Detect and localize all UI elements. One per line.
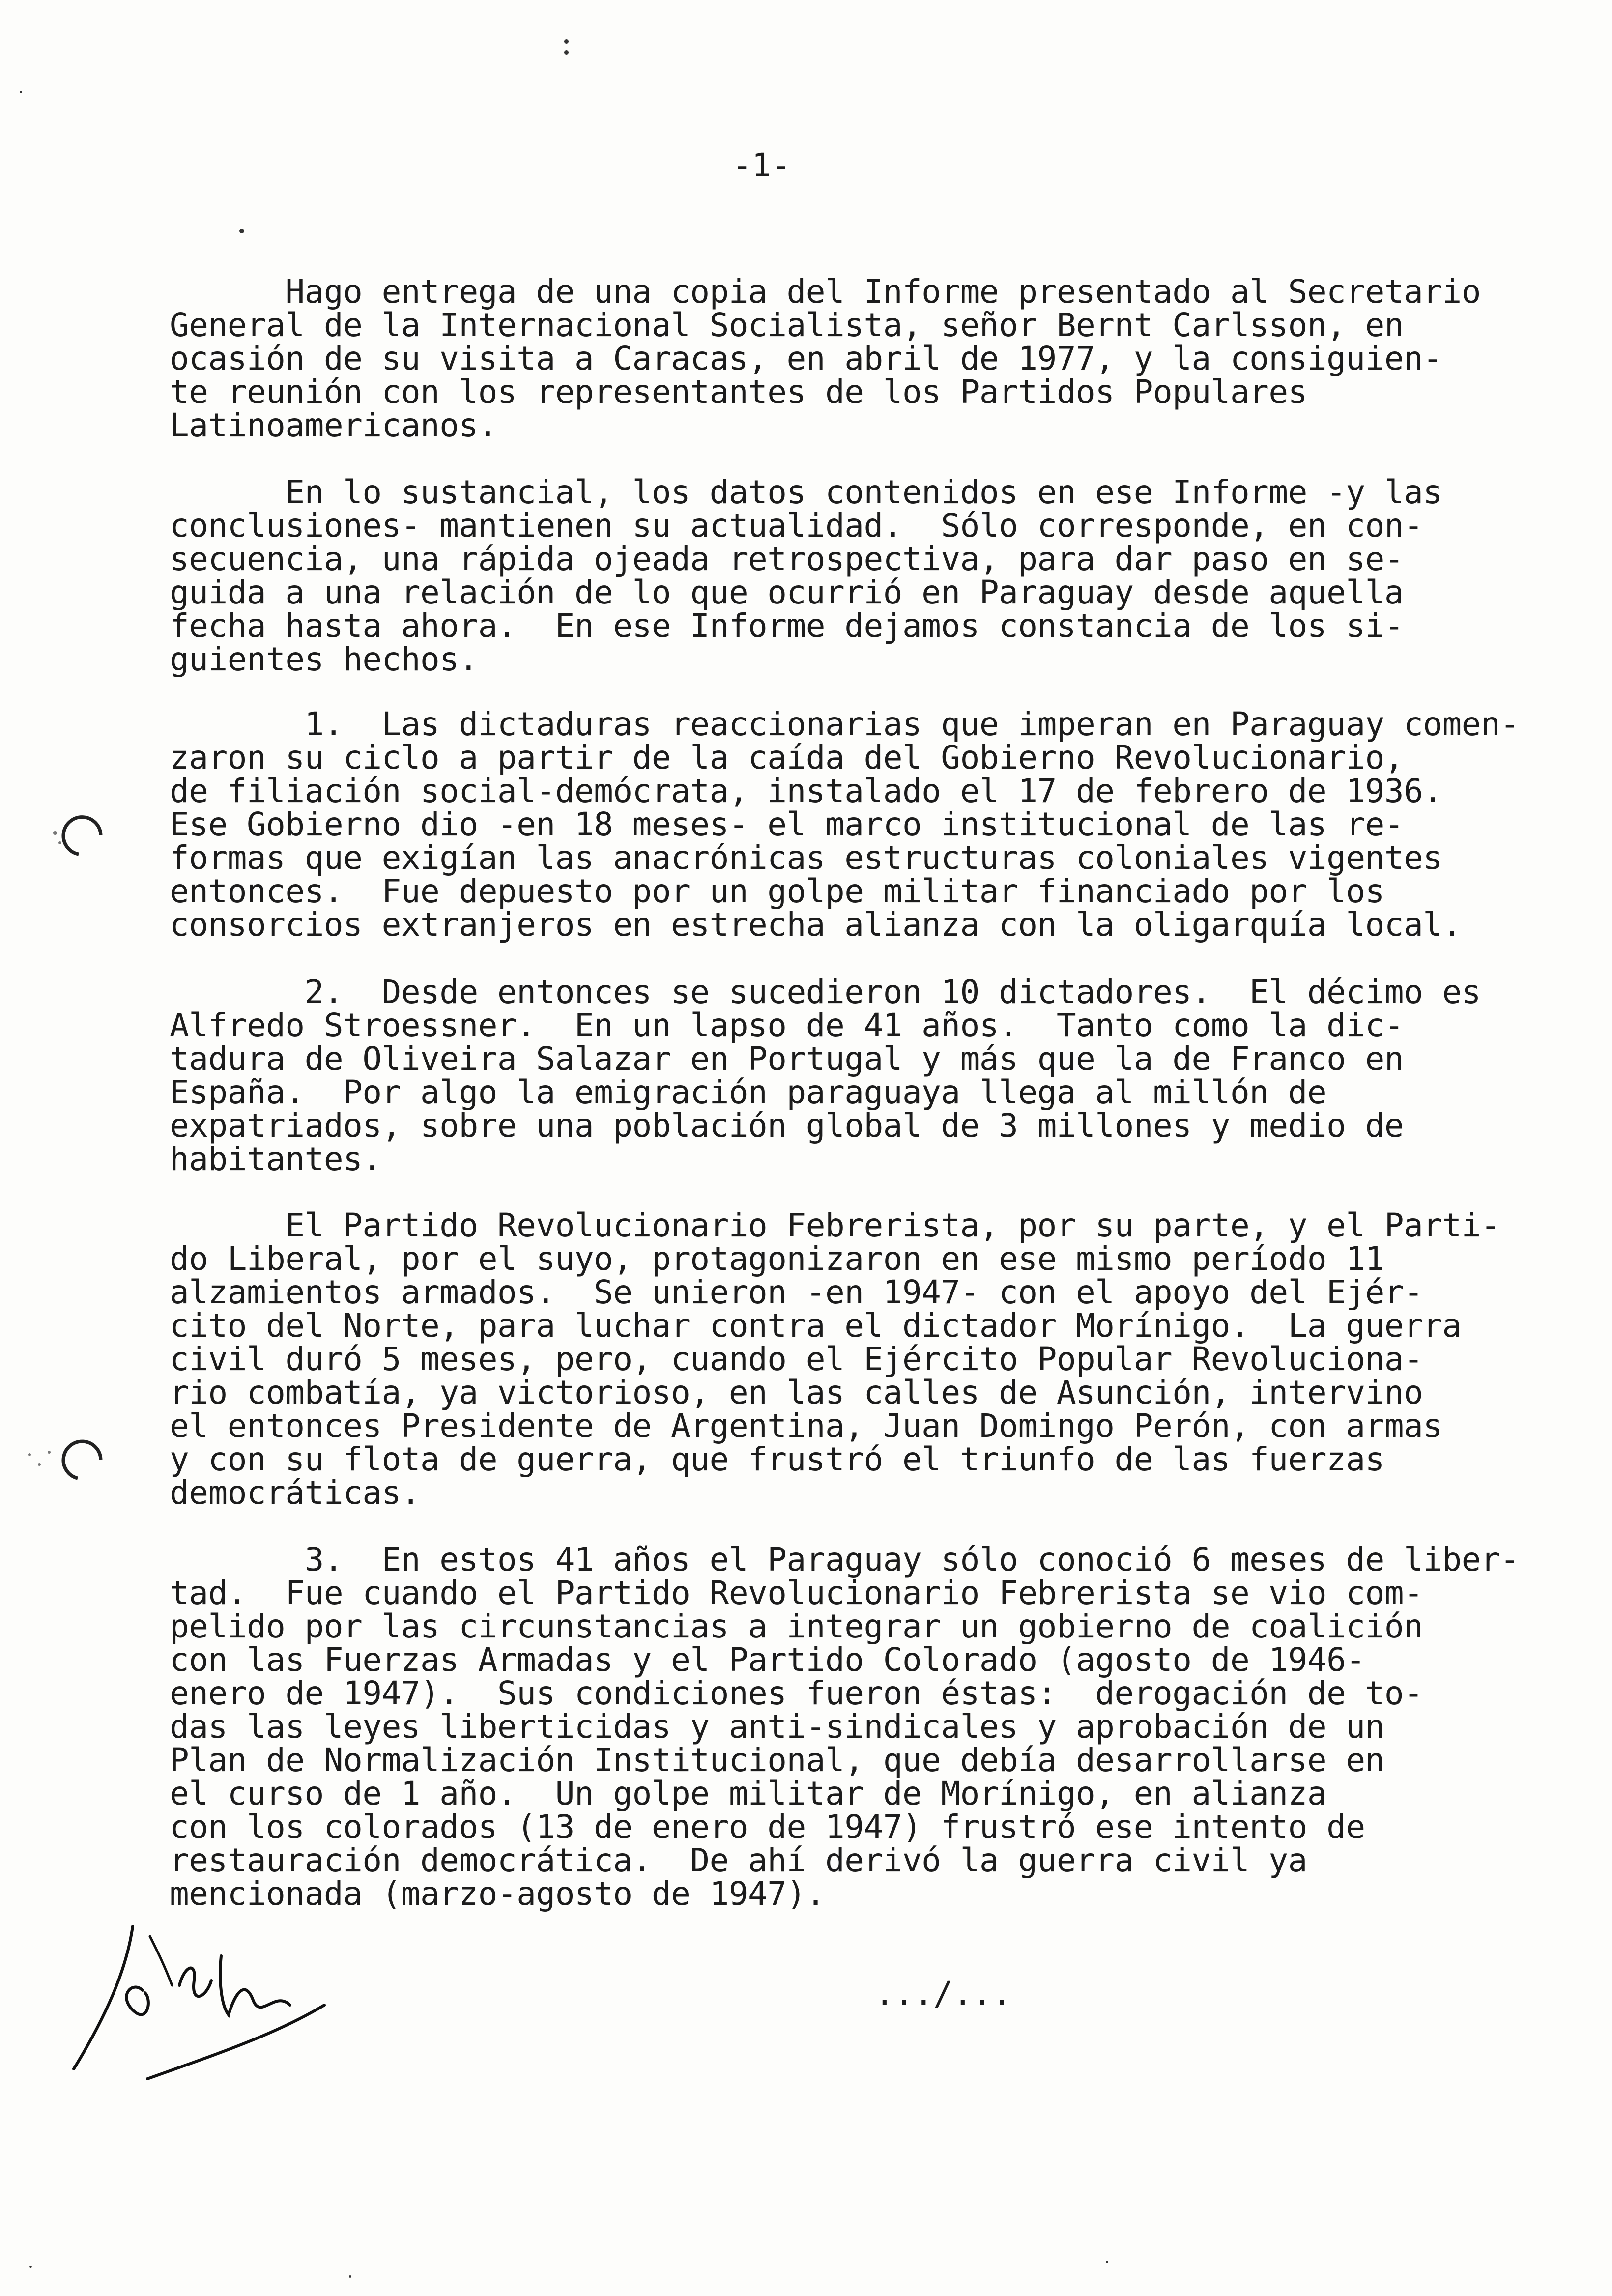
punch-hole-mark xyxy=(20,1425,108,1484)
paragraph-point-3: 3. En estos 41 años el Paraguay sólo conoció 6 meses de liber- tad. Fue cuando el Partido Revolucionario Febrerista se vio com- pelido por las circunstancias a integrar un gobierno de coalición con las Fuerzas Armadas y el Partido Colorado (agosto de 1946- enero de 1947). Sus condiciones fueron éstas: derogación de to- das las leyes liberticidas y anti-sindicales y aprobación de un Plan de Normalización Institucional, que debía desarrollarse en el curso de 1 año. Un golpe militar de Morínigo, en alianza con los colorados (13 de enero de 1947) frustró ese intento de restauración democrática. De ahí derivó la guerra civil ya mencionada (marzo-agosto de 1947). xyxy=(170,1541,1520,1913)
paragraph-point-1: 1. Las dictaduras reaccionarias que imperan en Paraguay comen- zaron su ciclo a partir de la caída del Gobierno Revolucionario, de filiación social-demócrata, instalado el 17 de febrero de 1936. Ese Gobierno dio -en 18 meses- el marco institucional de las re- formas que exigían las anacrónicas estructuras coloniales vigentes entonces. Fue depuesto por un golpe militar financiado por los consorcios extranjeros en estrecha alianza con la oligarquía local. xyxy=(170,705,1520,944)
paragraph-summary: En lo sustancial, los datos contenidos en ese Informe -y las conclusiones- mantienen su actualidad. Sólo corresponde, en con- secuencia, una rápida ojeada retrospectiva, para dar paso en se- guida a una relación de lo que ocurrió en Paraguay desde aquella fecha hasta ahora. En ese Informe dejamos constancia de los si- guientes hechos. xyxy=(170,473,1442,678)
paragraph-intro: Hago entrega de una copia del Informe presentado al Secretario General de la Internacional Socialista, señor Bernt Carlsson, en ocasión de su visita a Caracas, en abril de 1977, y la consiguien- te reunión con los representantes de los Partidos Populares Latinoamericanos. xyxy=(170,273,1481,444)
punch-hole-mark xyxy=(49,806,108,865)
ink-speck xyxy=(1106,2261,1108,2263)
ink-speck xyxy=(239,229,244,233)
ink-speck xyxy=(29,2266,32,2268)
ink-speck xyxy=(564,50,569,55)
paragraph-point-2: 2. Desde entonces se sucedieron 10 dictadores. El décimo es Alfredo Stroessner. En un lapso de 41 años. Tanto como la dic- tadura de Oliveira Salazar en Portugal y más que la de Franco en España. Por algo la emigración paraguaya llega al millón de expatriados, sobre una población global de 3 millones y medio de habitantes. xyxy=(170,973,1481,1178)
ink-speck xyxy=(349,2275,351,2278)
page-number: -1- xyxy=(732,146,791,184)
handwritten-signature xyxy=(59,1907,364,2094)
ink-speck xyxy=(564,39,569,44)
ink-speck xyxy=(20,91,22,93)
continuation-mark: .../... xyxy=(875,1975,1012,2012)
paragraph-febrerista: El Partido Revolucionario Febrerista, por su parte, y el Parti- do Liberal, por el suyo, protagonizaron en ese mismo período 11 alzamientos armados. Se unieron -en 1947- con el apoyo del Ejér- cito del Norte, para luchar contra el dictador Morínigo. La guerra civil duró 5 meses, pero, cuando el Ejército Popular Revoluciona- rio combatía, ya victorioso, en las calles de Asunción, intervino el entonces Presidente de Argentina, Juan Domingo Perón, con armas y con su flota de guerra, que frustró el triunfo de las fuerzas democráticas. xyxy=(170,1206,1500,1512)
